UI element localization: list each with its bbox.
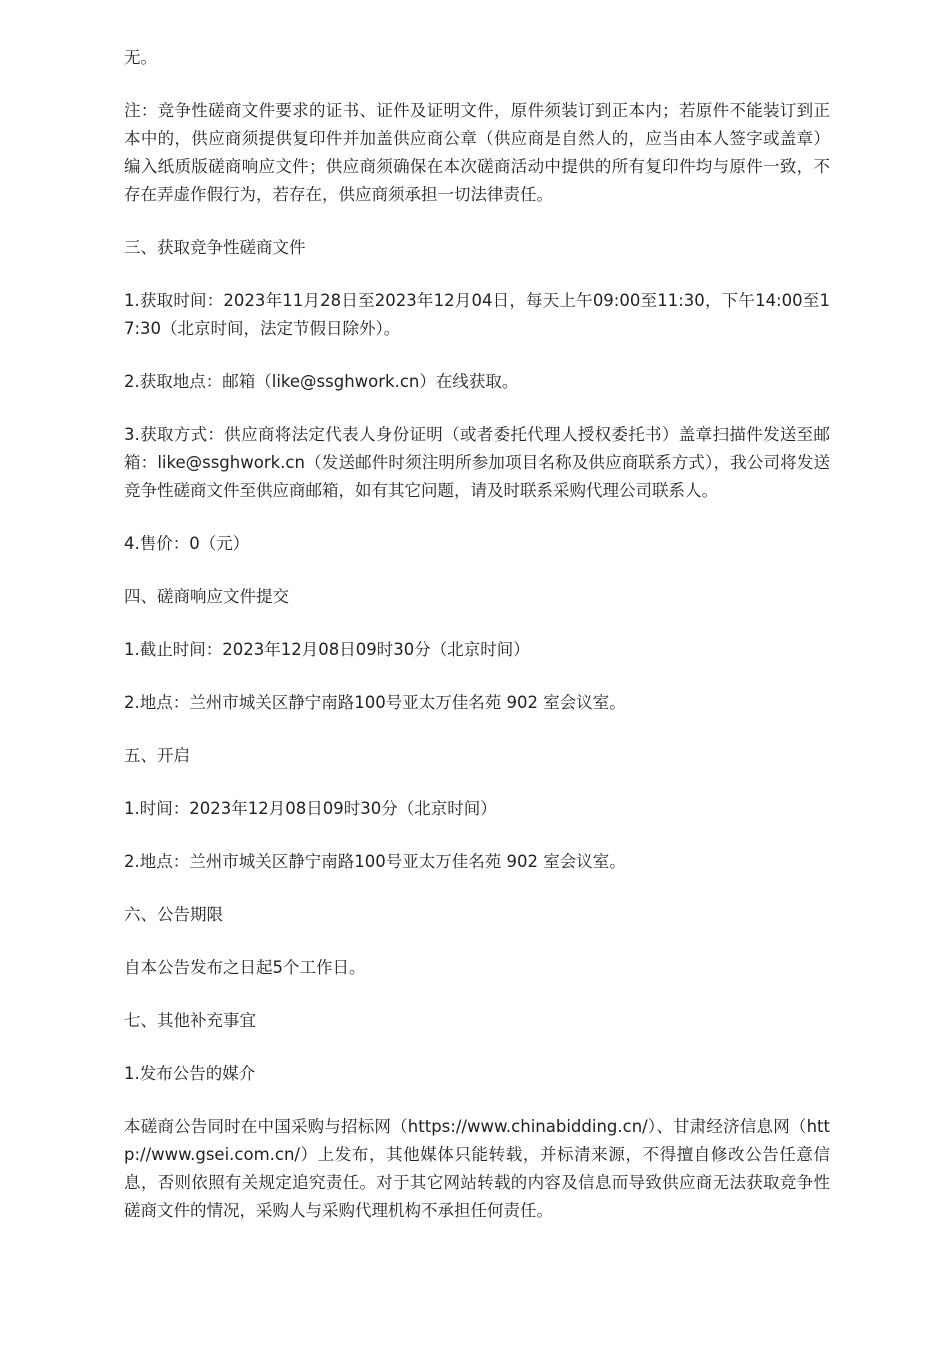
paragraph-obtain-method: 3.获取方式：供应商将法定代表人身份证明（或者委托代理人授权委托书）盖章扫描件发送至邮箱：like@ssghwork.cn（发送邮件时须注明所参加项目名称及供应商联系方式），我公司将发送竞争性磋商文件至供应商邮箱，如有其它问题，请及时联系采购代理公司联系人。	[124, 425, 830, 500]
paragraph-price: 4.售价：0（元）	[124, 534, 250, 553]
section-heading-submission: 四、磋商响应文件提交	[124, 587, 289, 606]
paragraph-opening-time: 1.时间：2023年12月08日09时30分（北京时间）	[124, 799, 497, 818]
paragraph-opening-location: 2.地点：兰州市城关区静宁南路100号亚太万佳名苑 902 室会议室。	[124, 852, 626, 871]
section-heading-other-matters: 七、其他补充事宜	[124, 1011, 256, 1030]
paragraph-submission-location: 2.地点：兰州市城关区静宁南路100号亚太万佳名苑 902 室会议室。	[124, 693, 626, 712]
paragraph-none: 无。	[124, 48, 157, 67]
section-heading-obtain-documents: 三、获取竞争性磋商文件	[124, 238, 306, 257]
section-heading-opening: 五、开启	[124, 746, 190, 765]
subheading-publication-media: 1.发布公告的媒介	[124, 1064, 256, 1083]
paragraph-obtain-time: 1.获取时间：2023年11月28日至2023年12月04日，每天上午09:00至11:30，下午14:00至17:30（北京时间，法定节假日除外）。	[124, 291, 830, 338]
paragraph-publication-media: 本磋商公告同时在中国采购与招标网（https://www.chinabidding.cn/）、甘肃经济信息网（http://www.gsei.com.cn/）上发布，其他媒体只能转载，并标清来源，不得擅自修改公告任意信息，否则依照有关规定追究责任。对于其它网站转载的内容及信息而导致供应商无法获取竞争性磋商文件的情况，采购人与采购代理机构不承担任何责任。	[124, 1117, 830, 1220]
paragraph-deadline: 1.截止时间：2023年12月08日09时30分（北京时间）	[124, 640, 530, 659]
document-body	[124, 44, 830, 1250]
paragraph-obtain-location: 2.获取地点：邮箱（like@ssghwork.cn）在线获取。	[124, 372, 519, 391]
paragraph-notice-period: 自本公告发布之日起5个工作日。	[124, 958, 366, 977]
paragraph-note: 注：竞争性磋商文件要求的证书、证件及证明文件，原件须装订到正本内；若原件不能装订到正本中的，供应商须提供复印件并加盖供应商公章（供应商是自然人的，应当由本人签字或盖章）编入纸质版磋商响应文件；供应商须确保在本次磋商活动中提供的所有复印件均与原件一致，不存在弄虚作假行为，若存在，供应商须承担一切法律责任。	[124, 101, 830, 204]
section-heading-notice-period: 六、公告期限	[124, 905, 223, 924]
